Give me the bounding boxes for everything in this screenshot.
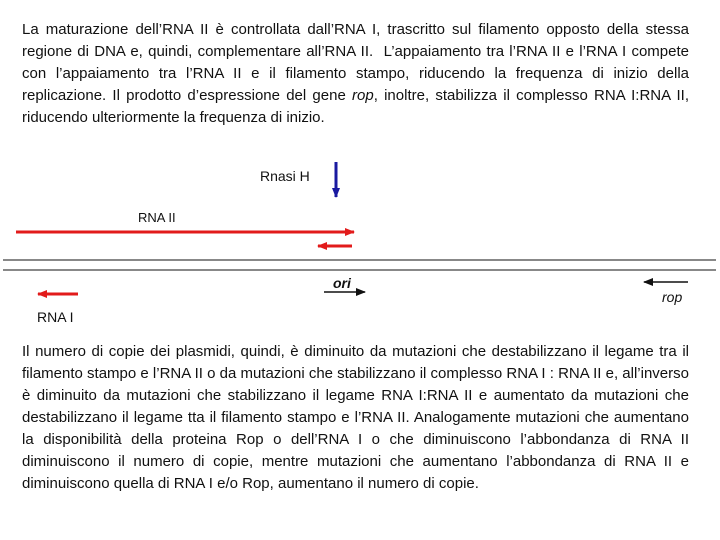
rop-label: rop xyxy=(662,289,683,305)
rnasi-h-label: Rnasi H xyxy=(260,168,310,184)
rna2-label: RNA II xyxy=(138,210,176,225)
gene-name-rop: rop xyxy=(352,87,374,104)
copy-number-paragraph: Il numero di copie dei plasmidi, quindi, è diminuito da mutazioni che destabilizzano il legame tra il filamento stampo e l’RNA II o da mutazioni che stabilizzano il complesso RNA I : RNA II e, all’inverso è diminuito da mutazioni che stabilizzano il legame RNA I:RNA II e aumentato da mutazioni che destabilizzano il legame tta il filamento stampo e l’RNA II. Analogamente mutazioni che aumentano la disponibilità della proteina Rop o dell’RNA I o che diminuiscono l’abbondanza di RNA II diminuiscono il numero di copie, mentre mutazioni che aumentano l’abbondanza di RNA II e diminuiscono quella di RNA I e/o Rop, aumentano il numero di copie. xyxy=(22,343,689,492)
intro-text-part2: , inoltre, stabilizza il complesso RNA I:RNA II, riducendo ulteriormente la frequenza di inizio. xyxy=(22,87,694,126)
rna1-label: RNA I xyxy=(37,309,74,325)
intro-text-part1: La maturazione dell’RNA II è controllata dall’RNA I, trascritto sul filamento opposto della stessa regione di DNA e, quindi, complementare all’RNA II. L’appaiamento tra l’RNA II e l’RNA I compete con l’appaiamento tra l’RNA II e il filamento stampo, riducendo la frequenza di inizio della replicazione. Il prodotto d’espressione del gene xyxy=(22,21,694,104)
ori-label: ori xyxy=(333,275,351,291)
